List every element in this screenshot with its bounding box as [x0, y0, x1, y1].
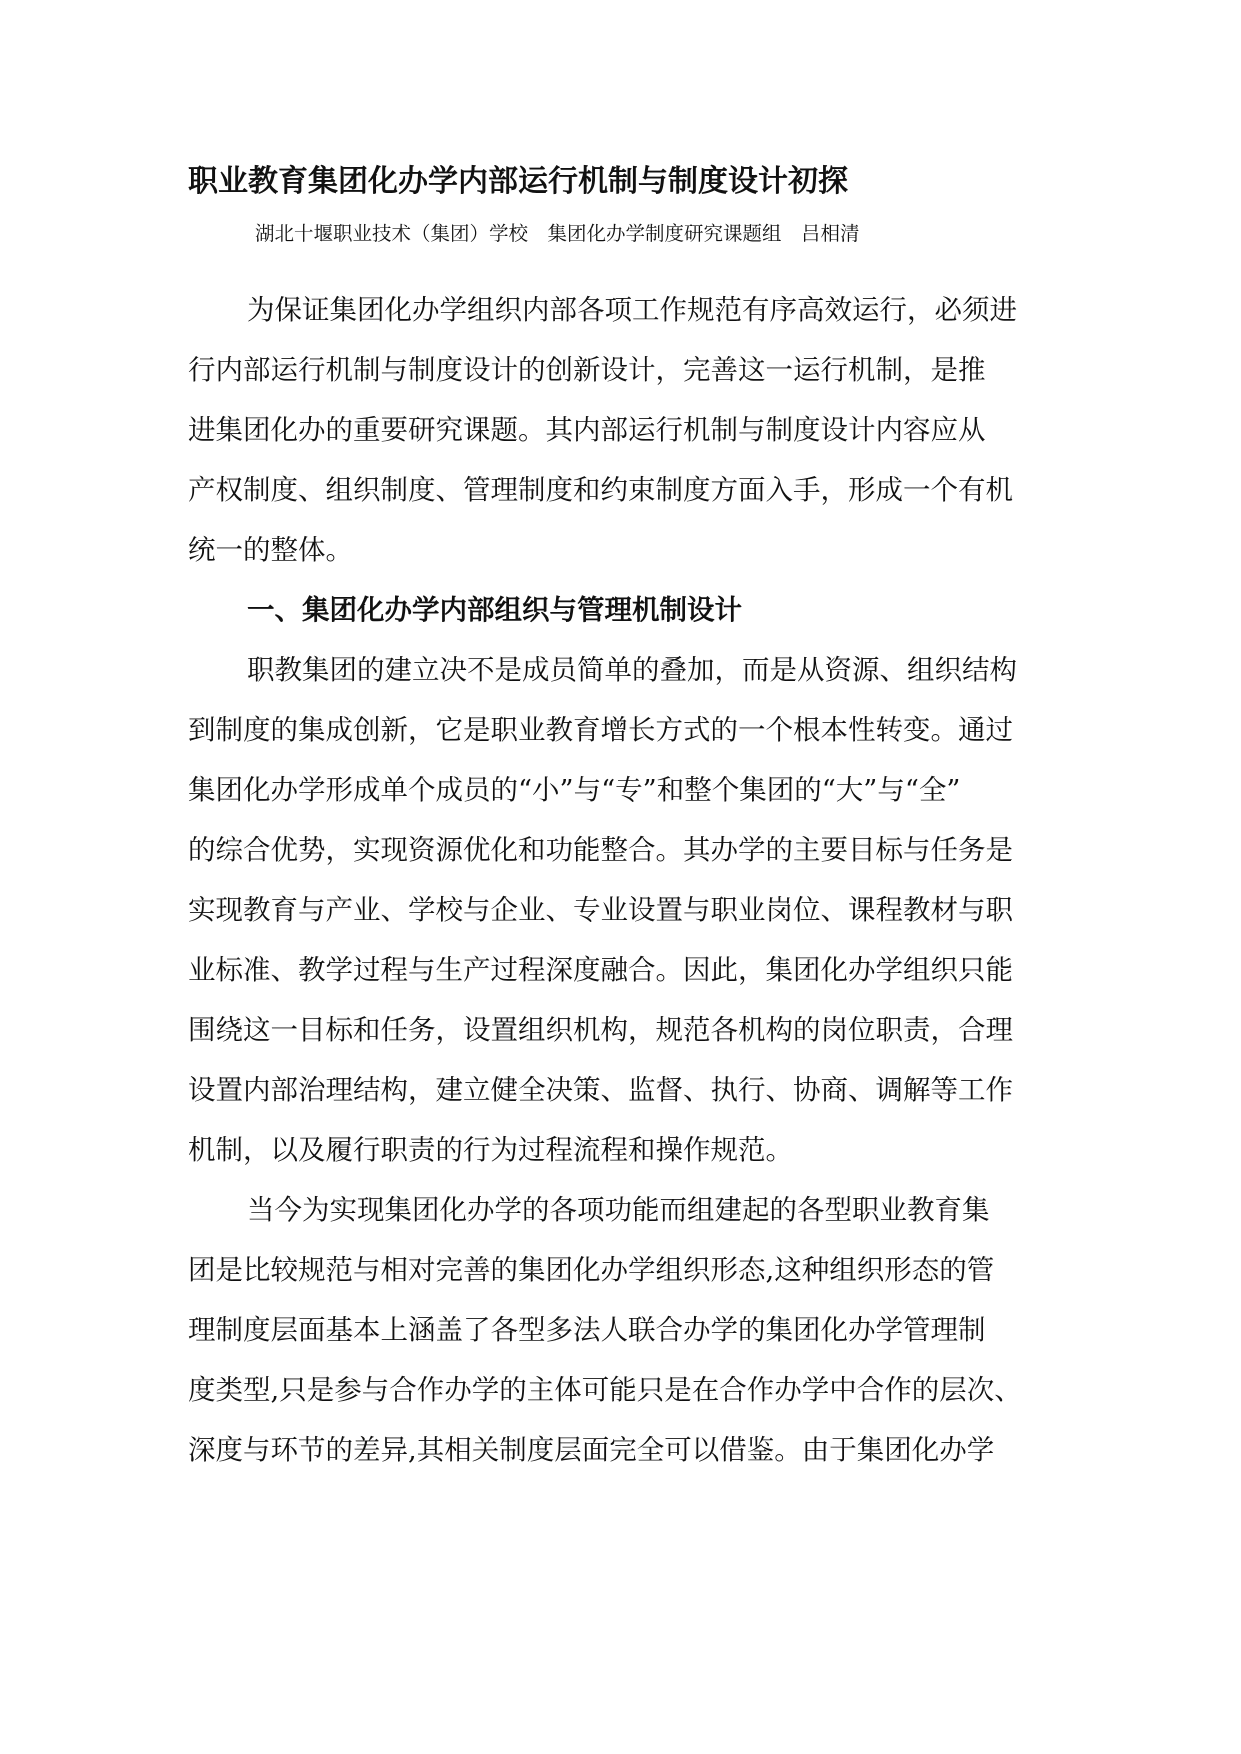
intro-line: 为保证集团化办学组织内部各项工作规范有序高效运行，必须进	[247, 294, 1017, 326]
paragraph-line: 业标准、教学过程与生产过程深度融合。因此，集团化办学组织只能	[188, 954, 1013, 986]
paragraph-line: 集团化办学形成单个成员的“小”与“专”和整个集团的“大”与“全”	[188, 774, 961, 806]
paragraph-line: 围绕这一目标和任务，设置组织机构，规范各机构的岗位职责，合理	[188, 1014, 1013, 1046]
author-byline: 湖北十堰职业技术（集团）学校 集团化办学制度研究课题组 吕相清	[255, 222, 860, 245]
paragraph-line: 机制，以及履行职责的行为过程流程和操作规范。	[188, 1134, 793, 1166]
paragraph-line: 职教集团的建立决不是成员简单的叠加，而是从资源、组织结构	[247, 654, 1017, 686]
paragraph-line: 理制度层面基本上涵盖了各型多法人联合办学的集团化办学管理制	[188, 1314, 986, 1346]
paragraph-line: 的综合优势，实现资源优化和功能整合。其办学的主要目标与任务是	[188, 834, 1013, 866]
section-heading: 一、集团化办学内部组织与管理机制设计	[247, 594, 742, 626]
paragraph-line: 当今为实现集团化办学的各项功能而组建起的各型职业教育集	[247, 1194, 990, 1226]
intro-line: 产权制度、组织制度、管理制度和约束制度方面入手，形成一个有机	[188, 474, 1013, 506]
paragraph-line: 实现教育与产业、学校与企业、专业设置与职业岗位、课程教材与职	[188, 894, 1013, 926]
paragraph-line: 深度与环节的差异,其相关制度层面完全可以借鉴。由于集团化办学	[188, 1434, 995, 1466]
intro-line: 统一的整体。	[188, 534, 353, 566]
intro-line: 行内部运行机制与制度设计的创新设计，完善这一运行机制，是推	[188, 354, 986, 386]
paragraph-line: 度类型,只是参与合作办学的主体可能只是在合作办学中合作的层次、	[188, 1374, 1022, 1406]
paragraph-line: 到制度的集成创新，它是职业教育增长方式的一个根本性转变。通过	[188, 714, 1013, 746]
intro-line: 进集团化办的重要研究课题。其内部运行机制与制度设计内容应从	[188, 414, 986, 446]
document-title: 职业教育集团化办学内部运行机制与制度设计初探	[188, 164, 848, 199]
paragraph-line: 团是比较规范与相对完善的集团化办学组织形态,这种组织形态的管	[188, 1254, 995, 1286]
paragraph-line: 设置内部治理结构，建立健全决策、监督、执行、协商、调解等工作	[188, 1074, 1013, 1106]
